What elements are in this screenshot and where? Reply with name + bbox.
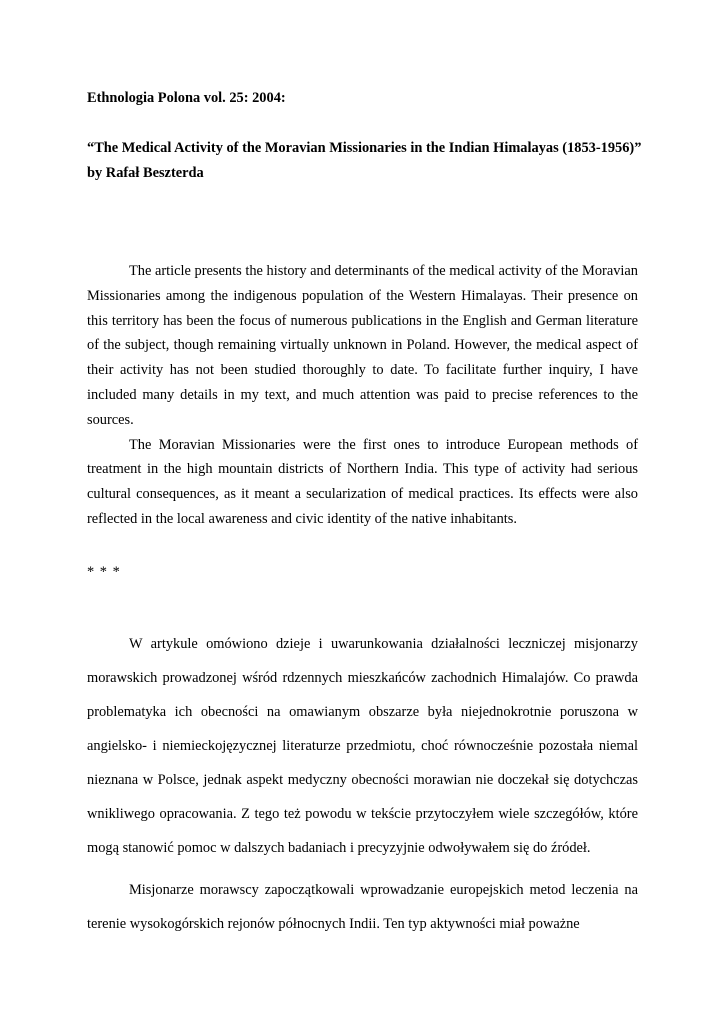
article-title-block: [87, 136, 647, 185]
article-author: by Rafał Beszterda: [87, 164, 204, 181]
article-title: “The Medical Activity of the Moravian Missionaries in the Indian Himalayas (1853-1956)”: [87, 140, 642, 156]
polish-abstract: [87, 627, 638, 941]
english-abstract: [87, 259, 638, 532]
section-separator: * * *: [87, 564, 121, 580]
english-paragraph-2: The Moravian Missionaries were the first ones to introduce European methods of treatment in the high mountain districts of Northern India. This type of activity had serious cultural consequences, as it meant a secularization of medical practices. Its effects were also reflected in the local awareness and civic identity of the native inhabitants.: [87, 436, 638, 527]
polish-paragraph-2: Misjonarze morawscy zapoczątkowali wprowadzanie europejskich metod leczenia na terenie wysokogórskich rejonów północnych Indii. Ten typ aktywności miał poważne: [87, 882, 638, 932]
journal-citation: Ethnologia Polona vol. 25: 2004:: [87, 90, 286, 106]
english-paragraph-1: The article presents the history and determinants of the medical activity of the Moravian Missionaries among the indigenous population of the Western Himalayas. Their presence on this territory has been the focus of numerous publications in the English and German literature of the subject, though remaining virtually unknown in Poland. However, the medical aspect of their activity has not been studied thoroughly to date. To facilitate further inquiry, I have included many details in my text, and much attention was paid to precise references to the sources.: [87, 263, 638, 428]
polish-paragraph-1: W artykule omówiono dzieje i uwarunkowania działalności leczniczej misjonarzy morawskich prowadzonej wśród rdzennych mieszkańców zachodnich Himalajów. Co prawda problematyka ich obecności na omawianym obszarze była niejednokrotnie poruszona w angielsko- i niemieckojęzycznej literaturze przedmiotu, choć równocześnie pozostała niemal nieznana w Polsce, jednak aspekt medyczny obecności morawian nie doczekał się dotychczas wnikliwego opracowania. Z tego też powodu w tekście przytoczyłem wiele szczegółów, które mogą stanowić pomoc w dalszych badaniach i precyzyjnie odwoływałem się do źródeł.: [87, 636, 638, 856]
